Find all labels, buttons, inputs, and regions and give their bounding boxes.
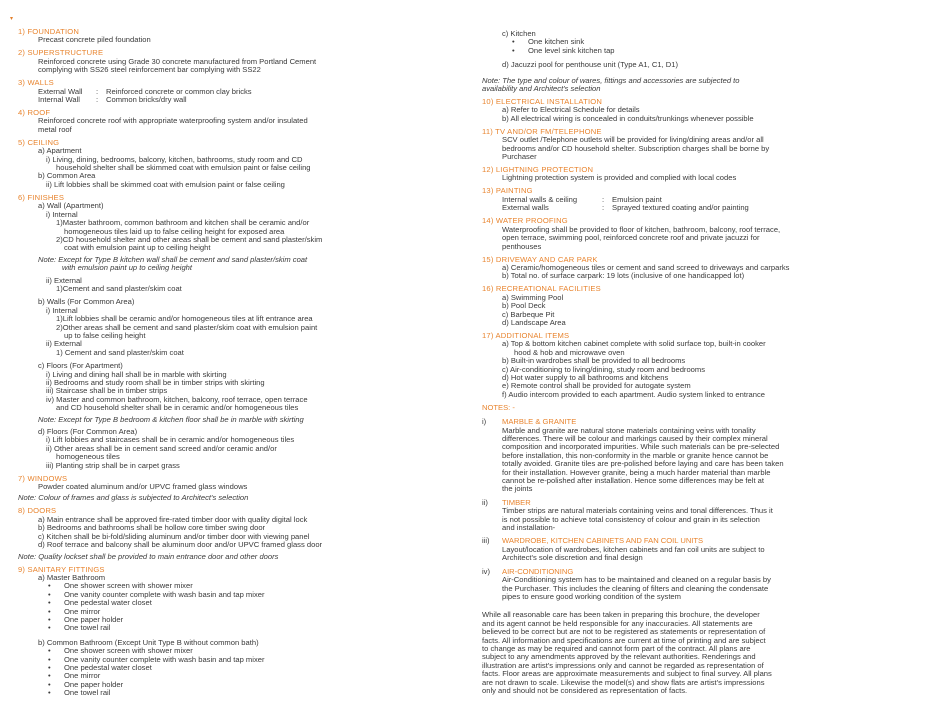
bullet-icon: • <box>48 623 51 633</box>
note-timber <box>482 499 920 533</box>
bullet-icon: • <box>48 646 51 656</box>
bullet-icon: • <box>48 606 51 616</box>
bullet-icon: • <box>48 662 51 672</box>
list-item <box>18 624 466 632</box>
list-item-text: One towel rail <box>64 688 111 698</box>
section-heading: 5) CEILING <box>18 137 60 147</box>
bullet-icon: • <box>48 598 51 608</box>
spec-line: iv) Master and common bathroom, kitchen, balcony, roof terrace, open terrace <box>46 394 308 404</box>
bullet-icon: • <box>48 688 51 698</box>
spec-line: penthouses <box>502 241 542 251</box>
list-item-text: One shower screen with shower mixer <box>64 646 193 656</box>
list-item-text: One paper holder <box>64 614 124 624</box>
section-heading: 7) WINDOWS <box>18 473 68 483</box>
sub-heading: d) Jacuzzi pool for penthouse unit (Type A1, C1, D1) <box>502 60 679 70</box>
section-heading: 1) FOUNDATION <box>18 27 80 36</box>
section-heading: 17) ADDITIONAL ITEMS <box>482 330 570 340</box>
list-item-text: One towel rail <box>64 623 111 633</box>
spec-line: Purchaser <box>502 152 537 162</box>
spec-line: a) Top & bottom kitchen cabinet complete with solid surface top, built-in cooker <box>502 339 766 349</box>
section-windows <box>18 475 466 503</box>
disclaimer-line: subject to any amendments approved by the relevant authorities. Renderings and <box>482 652 756 662</box>
list-item-text: One vanity counter complete with wash basin and tap mixer <box>64 589 265 599</box>
spec-line: SCV outlet /Telephone outlets will be provided for living/dining areas and/or all <box>502 135 764 145</box>
section-driveway <box>482 256 920 281</box>
note-text: Note: Except for Type B bedroom & kitchen floor shall be in marble with skirting <box>38 414 304 424</box>
section-ceiling <box>18 139 466 189</box>
section-walls <box>18 79 466 104</box>
spec-line: 1) Cement and sand plaster/skim coat <box>56 347 184 357</box>
list-item-text: One paper holder <box>64 679 124 689</box>
sub-heading: b) Common Bathroom (Except Unit Type B without common bath) <box>38 637 259 647</box>
section-text: Reinforced concrete roof with appropriate waterproofing system and/or insulated <box>38 116 308 126</box>
bullet-icon: • <box>48 679 51 689</box>
left-column <box>18 28 466 702</box>
spec-line: and CD household shelter shall be in ceramic and/or homogeneous tiles <box>56 403 299 413</box>
section-heading: 15) DRIVEWAY AND CAR PARK <box>482 254 598 264</box>
spec-line: i) Internal <box>46 305 78 315</box>
note-line: differences. There will be colour and markings caused by their complex mineral <box>502 434 768 443</box>
list-item-text: One mirror <box>64 671 101 681</box>
list-item-text: One kitchen sink <box>528 37 585 47</box>
disclaimer-line: While all reasonable care has been taken in preparing this brochure, the developer <box>482 610 760 620</box>
disclaimer <box>482 611 920 695</box>
list-item-text: One mirror <box>64 606 101 616</box>
spec-line: 1)Master bathroom, common bathroom and kitchen shall be ceramic and/or <box>56 218 310 228</box>
spec-key: External Wall <box>38 86 83 96</box>
note-line: before installation, this non-conformity in the marble or granite hence cannot be <box>502 450 769 460</box>
section-heading: 3) WALLS <box>18 78 54 88</box>
note-line: Timber strips are natural materials containing veins and tonal differences. Thus it <box>502 506 773 516</box>
spec-line: 2)CD household shelter and other areas shall be cement and sand plaster/skim <box>56 234 323 244</box>
spec-line: b) Total no. of surface carpark: 19 lots (inclusive of one handicapped lot) <box>502 271 745 281</box>
spec-line: 2)Other areas shall be cement and sand plaster/skim coat with emulsion paint <box>56 322 318 332</box>
spec-line: iii) Staircase shall be in timber strips <box>46 386 168 396</box>
spec-line: homogeneous tiles <box>56 452 120 462</box>
section-kitchen <box>482 30 920 93</box>
note-line: Architect's sole discretion and final design <box>502 553 643 563</box>
spec-line: a) Ceramic/homogeneous tiles or cement and sand screed to driveways and carparks <box>502 262 790 272</box>
note-number: i) <box>482 417 487 427</box>
section-sanitary-fittings <box>18 566 466 698</box>
sub-heading: a) Wall (Apartment) <box>38 201 104 211</box>
spec-value: Common bricks/dry wall <box>106 95 187 105</box>
note-line: Air-Conditioning system has to be maintained and cleaned on a regular basis by <box>502 575 771 585</box>
note-line: availability and Architect's selection <box>482 84 601 94</box>
section-tv <box>482 128 920 162</box>
bullet-icon: • <box>48 614 51 624</box>
spec-line: homogeneous tiles laid up to false ceiling height for exposed area <box>64 226 285 236</box>
note-line: and installation- <box>502 523 556 533</box>
disclaimer-line: are not drawn to scale. Likewise the model(s) and show flats are artist's impressions <box>482 677 765 687</box>
sub-heading: a) Apartment <box>38 146 82 156</box>
spec-line: open terrace, swimming pool, reinforced concrete roof and private jacuzzi for <box>502 233 760 243</box>
spec-line: i) Lift lobbies and staircases shall be in ceramic and/or homogeneous tiles <box>46 435 295 445</box>
spec-line: hood & hob and microwave oven <box>514 347 625 357</box>
section-heading: 10) ELECTRICAL INSTALLATION <box>482 97 603 107</box>
note-air-conditioning <box>482 568 920 602</box>
note-title: MARBLE & GRANITE <box>502 417 577 427</box>
spec-line: bedrooms and/or CD household shelter. Subscription charges shall be borne by <box>502 143 770 153</box>
note-line: Note: The type and colour of wares, fittings and accessories are subjected to <box>482 75 740 85</box>
spec-line: a) Swimming Pool <box>502 292 564 302</box>
note-number: ii) <box>482 497 488 507</box>
spec-line: Waterproofing shall be provided to floor of kitchen, bathroom, balcony, roof terrace, <box>502 224 781 234</box>
note-line: the Purchaser. This includes the cleaning of filters and cleaning the condensate <box>502 583 769 593</box>
sub-heading: d) Floors (For Common Area) <box>38 427 138 437</box>
disclaimer-line: believed to be correct but are not to be registered as statements or representation of <box>482 627 766 637</box>
note-title: TIMBER <box>502 497 531 507</box>
note-line: cannot be re-polished after installation. Hence some differences may be felt at <box>502 476 764 486</box>
spec-line: e) Remote control shall be provided for autogate system <box>502 381 691 391</box>
spec-line: 1)Lift lobbies shall be ceramic and/or homogeneous tiles at lift entrance area <box>56 314 313 324</box>
spec-line: f) Audio intercom provided to each apartment. Audio system linked to entrance <box>502 389 765 399</box>
spec-row <box>18 96 466 104</box>
section-doors <box>18 507 466 560</box>
spec-key: Internal Wall <box>38 95 80 105</box>
list-item-text: One pedestal water closet <box>64 662 152 672</box>
spec-line: ii) External <box>46 339 82 349</box>
list-item <box>482 47 920 55</box>
section-heading: 16) RECREATIONAL FACILITIES <box>482 284 601 294</box>
note-number: iv) <box>482 566 491 576</box>
section-heading: 12) LIGHTNING PROTECTION <box>482 165 594 175</box>
note-line: totally avoided. Granite tiles are pre-polished before laying and care has been taken <box>502 459 784 469</box>
bullet-icon: • <box>512 45 515 55</box>
section-text: Reinforced concrete using Grade 30 concrete manufactured from Portland Cement <box>38 56 317 66</box>
spec-colon: : <box>602 194 605 204</box>
note-line: the joints <box>502 484 533 494</box>
spec-line: b) All electrical wiring is concealed in conduits/trunkings whenever possible <box>502 113 754 123</box>
bullet-icon: • <box>48 671 51 681</box>
section-lightning <box>482 166 920 183</box>
section-heading: 9) SANITARY FITTINGS <box>18 564 105 574</box>
corner-mark: ▾ <box>10 16 14 22</box>
spec-line: ii) Other areas shall be in cement sand screed and/or ceramic and/or <box>46 443 277 453</box>
note-text <box>482 77 920 94</box>
section-electrical <box>482 98 920 123</box>
disclaimer-line: to change as may be required and cannot form part of the contract. All plans are <box>482 643 751 653</box>
section-heading: 8) DOORS <box>18 506 57 516</box>
disclaimer-line: only and should not be considered as representation of facts. <box>482 685 688 695</box>
disclaimer-line: facts. All information and specifications are current at time of printing and are subject <box>482 635 766 645</box>
note-title: WARDROBE, KITCHEN CABINETS AND FAN COIL UNITS <box>502 536 704 546</box>
spec-row <box>18 88 466 96</box>
section-waterproofing <box>482 217 920 251</box>
bullet-icon: • <box>48 581 51 591</box>
note-marble-granite <box>482 418 920 494</box>
spec-colon: : <box>602 203 605 213</box>
spec-line: ii) Lift lobbies shall be skimmed coat with emulsion paint or false ceiling <box>46 179 285 189</box>
spec-line: c) Kitchen shall be bi-fold/sliding aluminum and/or timber door with viewing panel <box>38 531 310 541</box>
section-roof <box>18 109 466 134</box>
sub-heading: b) Common Area <box>38 171 96 181</box>
section-finishes <box>18 194 466 470</box>
spec-line: d) Roof terrace and balcony shall be aluminum door and/or UPVC framed glass door <box>38 540 323 550</box>
spec-line: i) Living, dining, bedrooms, balcony, kitchen, bathrooms, study room and CD <box>46 154 303 164</box>
spec-line: i) Internal <box>46 209 78 219</box>
spec-line: b) Pool Deck <box>502 301 546 311</box>
spec-key: Internal walls & ceiling <box>502 194 578 204</box>
list-item-text: One level sink kitchen tap <box>528 45 615 55</box>
spec-line: household shelter shall be skimmed coat with emulsion paint or false ceiling <box>56 163 311 173</box>
bullet-icon: • <box>48 654 51 664</box>
note-title: AIR-CONDITIONING <box>502 566 574 576</box>
list-item-text: One vanity counter complete with wash basin and tap mixer <box>64 654 265 664</box>
spec-line: c) Air-conditioning to living/dining, study room and bedrooms <box>502 364 706 374</box>
section-painting <box>482 187 920 212</box>
disclaimer-line: illustration are artist's impressions only and cannot be regarded as representation of <box>482 660 764 670</box>
sub-heading: c) Floors (For Apartment) <box>38 361 123 371</box>
spec-line: 1)Cement and sand plaster/skim coat <box>56 283 182 293</box>
note-wardrobe <box>482 537 920 562</box>
section-text: metal roof <box>38 124 72 134</box>
note-text <box>18 256 466 273</box>
disclaimer-line: and its agent cannot be held responsible for any inaccuracies. All statements are <box>482 618 753 628</box>
disclaimer-line: facts. Floor areas are approximate measurements and subject to final survey. All plans <box>482 669 772 679</box>
spec-row <box>482 204 920 212</box>
spec-value: Reinforced concrete or common clay bricks <box>106 86 252 96</box>
spec-value: Sprayed textured coating and/or painting <box>612 203 749 213</box>
section-additional <box>482 332 920 399</box>
note-line: composition and incorporated impurities. While such materials can be pre-selected <box>502 442 780 452</box>
spec-line: coat with emulsion paint up to ceiling height <box>64 243 211 253</box>
bullet-icon: • <box>512 37 515 47</box>
note-text: Note: Colour of frames and glass is subjected to Architect's selection <box>18 493 249 503</box>
spec-line: b) Built-in wardrobes shall be provided to all bedrooms <box>502 356 686 366</box>
sub-heading: c) Kitchen <box>502 29 536 38</box>
spec-line: a) Refer to Electrical Schedule for details <box>502 105 640 115</box>
spec-line: b) Bedrooms and bathrooms shall be hollow core timber swing door <box>38 523 266 533</box>
spec-colon: : <box>96 86 99 96</box>
note-line: for their installation. However granite, being a much harder material than marble <box>502 467 771 477</box>
spec-colon: : <box>96 95 99 105</box>
spec-line: a) Main entrance shall be approved fire-rated timber door with quality digital lock <box>38 514 308 524</box>
list-item <box>18 689 466 697</box>
section-heading: 4) ROOF <box>18 108 51 118</box>
note-line: is not possible to achieve total consistency of colour and grain in its selection <box>502 514 760 524</box>
sub-heading: b) Walls (For Common Area) <box>38 297 135 307</box>
section-heading: 6) FINISHES <box>18 192 65 202</box>
note-text: Note: Quality lockset shall be provided to main entrance door and other doors <box>18 551 279 561</box>
note-line: Layout/location of wardrobes, kitchen cabinets and fan coil units are subject to <box>502 544 765 554</box>
note-line: with emulsion paint up to ceiling height <box>62 263 193 273</box>
list-item-text: One pedestal water closet <box>64 598 152 608</box>
spec-line: up to false ceiling height <box>64 330 146 340</box>
note-line: Marble and granite are natural stone materials containing veins with tonality <box>502 425 756 435</box>
spec-line: i) Living and dining hall shall be in marble with skirting <box>46 369 227 379</box>
list-item-text: One shower screen with shower mixer <box>64 581 193 591</box>
section-text: complying with SS26 steel reinforcement bar complying with SS22 <box>38 65 261 75</box>
section-heading: 2) SUPERSTRUCTURE <box>18 48 104 58</box>
section-recreational <box>482 285 920 327</box>
bullet-icon: • <box>48 589 51 599</box>
note-number: iii) <box>482 536 490 546</box>
section-text: Precast concrete piled foundation <box>38 35 151 45</box>
note-line: Note: Except for Type B kitchen wall shall be cement and sand plaster/skim coat <box>38 254 308 264</box>
section-superstructure <box>18 49 466 74</box>
spec-key: External walls <box>502 203 549 213</box>
spec-line: c) Barbeque Pit <box>502 309 555 319</box>
section-text: Powder coated aluminum and/or UPVC framed glass windows <box>38 482 248 492</box>
sub-heading: a) Master Bathroom <box>38 572 106 582</box>
spec-line: iii) Planting strip shall be in carpet grass <box>46 460 180 470</box>
right-column <box>482 30 920 695</box>
notes-heading: NOTES: - <box>482 402 515 412</box>
spec-line: d) Landscape Area <box>502 317 566 327</box>
section-heading: 11) TV AND/OR FM/TELEPHONE <box>482 126 602 136</box>
spec-line: ii) Bedrooms and study room shall be in timber strips with skirting <box>46 378 265 387</box>
section-heading: 14) WATER PROOFING <box>482 216 568 226</box>
section-heading: 13) PAINTING <box>482 186 533 196</box>
section-foundation <box>18 28 466 45</box>
section-text: Lightning protection system is provided and complied with local codes <box>502 173 737 183</box>
spec-line: d) Hot water supply to all bathrooms and kitchens <box>502 372 669 382</box>
spec-line: ii) External <box>46 275 82 285</box>
note-line: pipes to ensure good working condition of the system <box>502 591 681 601</box>
spec-value: Emulsion paint <box>612 194 662 204</box>
